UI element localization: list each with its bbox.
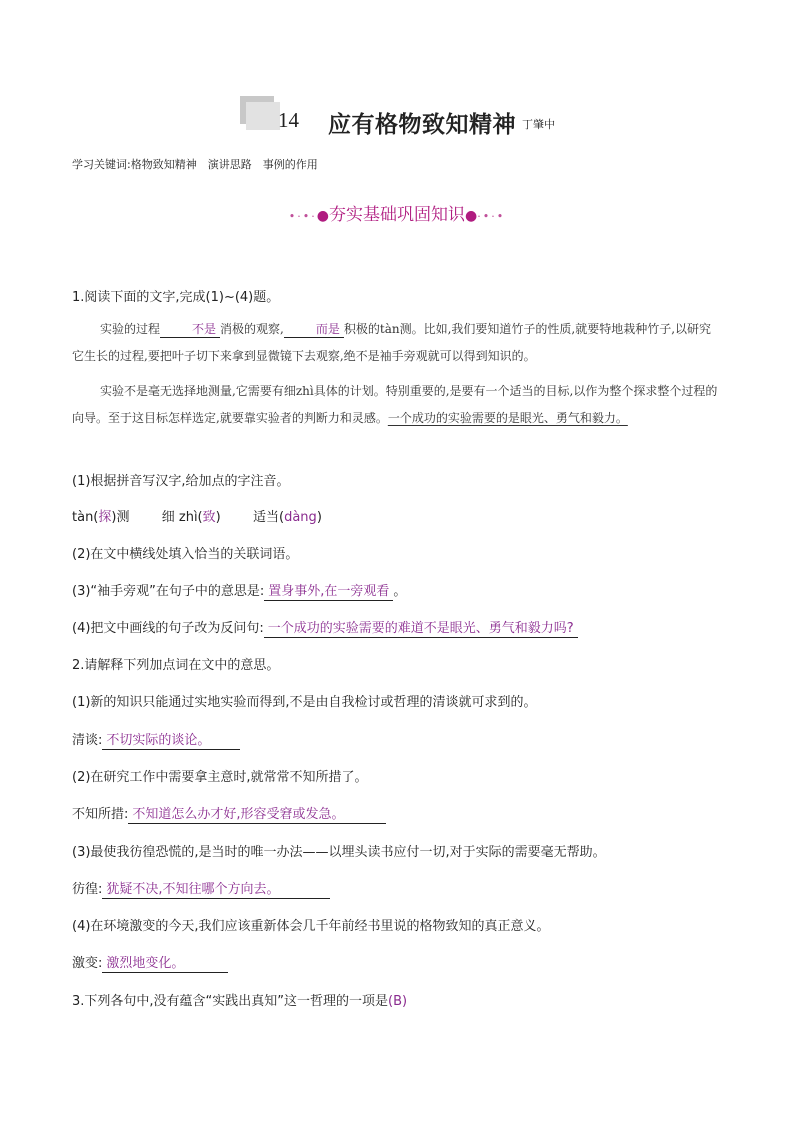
q1-paragraph-2 [72, 378, 722, 432]
q1-sub2-prompt: (2)在文中横线处填入恰当的关联词语。 [72, 547, 299, 562]
title-decoration-front [246, 102, 280, 130]
q1-sub1-prompt: (1)根据拼音写汉字,给加点的字注音。 [72, 474, 290, 489]
sub1-b-pre: 细 zhì( [161, 510, 203, 525]
q2-blank-4: 激烈地变化。 [102, 956, 228, 973]
banner-dots-right: ·•·• [477, 210, 506, 223]
q2-answer-3 [72, 878, 330, 899]
lesson-number: 14 [278, 108, 299, 132]
q1-sub4 [72, 617, 578, 638]
sub1-c-post: ) [316, 510, 322, 525]
q2-answer-2 [72, 803, 386, 824]
q2-sentence-2: (2)在研究工作中需要拿主意时,就常常不知所措了。 [72, 770, 368, 785]
banner-dot-left: ● [316, 208, 329, 224]
lesson-title: 应有格物致知精神 [328, 111, 516, 138]
sub1-b-post: ) [215, 510, 221, 525]
section-title: 夯实基础巩固知识 [329, 205, 465, 225]
q2-blank-1: 不切实际的谈论。 [102, 733, 240, 750]
q2-label-1: 清谈: [72, 733, 103, 748]
q1-sub1-answers [72, 506, 322, 525]
q1-paragraph-1 [72, 316, 722, 370]
q2-sentence-3: (3)最使我彷徨恐慌的,是当时的唯一办法——以埋头读书应付一切,对于实际的需要毫无帮助。 [72, 845, 606, 860]
q2-sentence-1: (1)新的知识只能通过实地实验而得到,不是由自我检讨或哲理的清谈就可求到的。 [72, 695, 537, 710]
para2-underlined-sentence: 一个成功的实验需要的是眼光、勇气和毅力。 [387, 411, 628, 425]
sub4-answer: 一个成功的实验需要的难道不是眼光、勇气和毅力吗? [264, 621, 578, 638]
para1-blank-2: 而是 [284, 321, 344, 338]
para1-text-b: 消极的观察, [220, 322, 284, 336]
sub1-a-answer: 探 [98, 510, 112, 525]
sub3-answer: 置身事外,在一旁观看 [264, 584, 393, 601]
para1-text-c: 积极的tàn测。比如,我们要知道竹子的性质,就要特地栽种竹子,以研究它生长的过程,要把叶子切下来拿到显微镜下去观察,绝不是袖手旁观就可以得到知识的。 [72, 322, 712, 363]
q2-sentence-4: (4)在环境激变的今天,我们应该重新体会几千年前经书里说的格物致知的真正意义。 [72, 919, 550, 934]
keywords-value: 格物致知精神 演讲思路 事例的作用 [130, 158, 318, 171]
q2-answer-1 [72, 729, 240, 750]
banner-dots-left: •·•· [288, 210, 317, 223]
q2-label-3: 彷徨: [72, 882, 103, 897]
sub1-c-pre: 适当( [253, 510, 285, 525]
para1-blank-1: 不是 [160, 321, 220, 338]
q3-answer: (B) [388, 994, 408, 1009]
sub3-post: 。 [393, 584, 407, 599]
q1-sub3 [72, 580, 406, 601]
keywords-line [72, 156, 318, 172]
sub1-a-pre: tàn( [72, 510, 99, 525]
lesson-header [240, 96, 640, 136]
sub1-b-answer: 致 [202, 510, 216, 525]
banner-dot-right: ● [465, 208, 478, 224]
q2-blank-2: 不知道怎么办才好,形容受窘或发急。 [128, 807, 386, 824]
q1-prompt: 1.阅读下面的文字,完成(1)~(4)题。 [72, 290, 280, 305]
q2-answer-4 [72, 952, 228, 973]
section-banner [0, 200, 794, 225]
sub1-a-post: )测 [111, 510, 130, 525]
q2-prompt: 2.请解释下列加点词在文中的意思。 [72, 658, 280, 673]
q2-blank-3: 犹疑不决,不知往哪个方向去。 [102, 882, 330, 899]
keywords-label: 学习关键词: [72, 158, 131, 171]
sub3-prompt: (3)“袖手旁观”在句子中的意思是: [72, 584, 265, 599]
q3-prompt [72, 990, 407, 1009]
lesson-author: 丁肇中 [522, 118, 555, 131]
para2-text: 实验不是毫无选择地测量,它需要有细zhì具体的计划。特别重要的,是要有一个适当的目标,以作为整个探求整个过程的向导。至于这目标怎样选定,就要靠实验者的判断力和灵感。 [72, 384, 718, 425]
sub4-prompt: (4)把文中画线的句子改为反问句: [72, 621, 264, 636]
para1-text-a: 实验的过程 [100, 322, 161, 336]
q2-label-2: 不知所措: [72, 807, 129, 822]
sub1-c-answer: dàng [284, 510, 317, 525]
q3-text: 3.下列各句中,没有蕴含“实践出真知”这一哲理的一项是 [72, 994, 389, 1009]
q2-label-4: 激变: [72, 956, 103, 971]
